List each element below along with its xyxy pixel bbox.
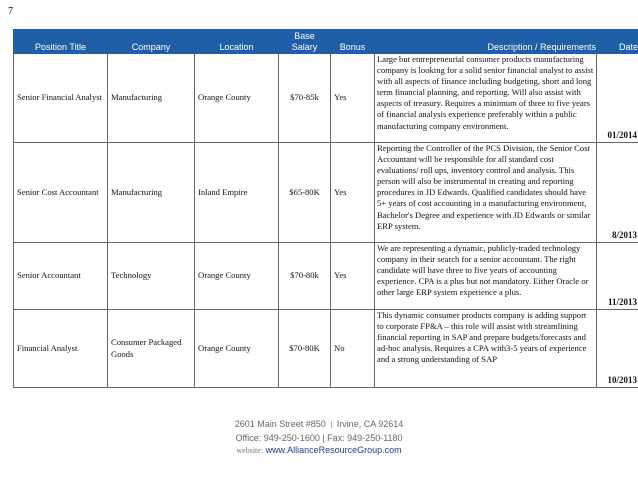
- header-bonus: Bonus: [331, 30, 375, 54]
- row-position-title: Senior Cost Accountant: [14, 143, 108, 243]
- row-position-title: Senior Financial Analyst: [14, 54, 108, 143]
- job-listings-table: [13, 29, 638, 388]
- row-date: 10/2013: [597, 310, 638, 388]
- table-row: [14, 310, 638, 388]
- row-bonus: Yes: [331, 243, 375, 310]
- row-company: Manufacturing: [108, 54, 195, 143]
- row-company: Consumer Packaged Goods: [108, 310, 195, 388]
- header-base-salary: Base Salary: [279, 30, 331, 54]
- row-date: 11/2013: [597, 243, 638, 310]
- row-company: Technology: [108, 243, 195, 310]
- row-bonus: No: [331, 310, 375, 388]
- header-description: Description / Requirements: [375, 30, 597, 54]
- header-date: Date: [597, 30, 638, 54]
- table-row: [14, 243, 638, 310]
- row-salary: $70-85k: [279, 54, 331, 143]
- row-salary: $70-80K: [279, 310, 331, 388]
- header-location: Location: [195, 30, 279, 54]
- row-salary: $65-80K: [279, 143, 331, 243]
- header-position-title: Position Title: [14, 30, 108, 54]
- header-company: Company: [108, 30, 195, 54]
- row-position-title: Financial Analyst: [14, 310, 108, 388]
- table-header-row: [14, 30, 638, 54]
- row-description: Reporting the Controller of the PCS Division, the Senior Cost Accountant will be responsible for all standard cost evaluations/ roll ups, inventory control and analysis. This person will also be instrumental in creating and reporting procedures in JD Edwards. Qualified candidates should have 5+ years of cost accounting in a manufacturing environment, Bachelor's Degree and experience with JD Edwards or similar ERP system.: [375, 143, 597, 243]
- footer-address: 2601 Main Street #850: [234, 419, 326, 429]
- row-salary: $70-80k: [279, 243, 331, 310]
- row-date: 01/2014: [597, 54, 638, 143]
- row-bonus: Yes: [331, 54, 375, 143]
- table-row: [14, 54, 638, 143]
- row-location: Orange County: [195, 310, 279, 388]
- footer-separator: |: [330, 422, 333, 429]
- row-location: Orange County: [195, 243, 279, 310]
- footer-website-line: [0, 444, 638, 457]
- table-row: [14, 143, 638, 243]
- row-description: We are representing a dynamic, publicly-traded technology company in their search for a senior accountant. The right candidate will have three to five years of accounting experience. CPA is a plus but not mandatory. Either Oracle or other large ERP system experience a plus.: [375, 243, 597, 310]
- page-number: 7: [8, 6, 13, 17]
- row-date: 8/2013: [597, 143, 638, 243]
- row-description: Large but entrepreneurial consumer products manufacturing company is looking for a solid senior financial analyst to assist with all aspects of finance including budgeting, short and long term financial planning, and reporting. Will also assist with aspects of treasury. Requires a minimum of three to five years of financial analysis experience preferably within a public manufacturing company environment.: [375, 54, 597, 143]
- row-location: Inland Empire: [195, 143, 279, 243]
- row-location: Orange County: [195, 54, 279, 143]
- footer-website-label: website:: [236, 446, 264, 455]
- footer: [0, 418, 638, 457]
- footer-city: Irvine, CA 92614: [336, 419, 404, 429]
- footer-phone-line: Office: 949-250-1600 | Fax: 949-250-1180: [235, 433, 403, 443]
- row-bonus: Yes: [331, 143, 375, 243]
- row-description: This dynamic consumer products company is adding support to corporate FP&A – this role will assist with streamlining financial reporting in SAP and prepare budgets/forecasts and ad-hoc analysis. Requires a CPA with3-5 years of experience and a strong understanding of SAP: [375, 310, 597, 388]
- website-link[interactable]: www.AllianceResourceGroup.com: [265, 445, 402, 455]
- row-company: Manufacturing: [108, 143, 195, 243]
- footer-address-line: [0, 418, 638, 432]
- row-position-title: Senior Accountant: [14, 243, 108, 310]
